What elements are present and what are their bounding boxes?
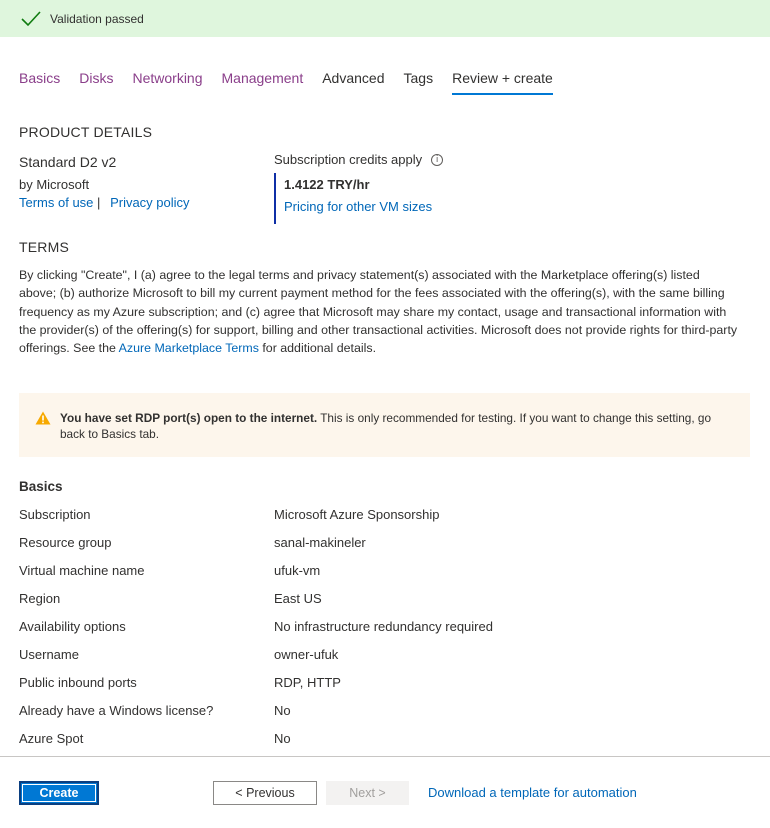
tab-tags[interactable]: Tags (403, 70, 434, 86)
product-publisher: by Microsoft (19, 177, 90, 192)
row-value: ufuk-vm (274, 563, 321, 578)
download-template-link[interactable]: Download a template for automation (428, 785, 637, 800)
marketplace-terms-link[interactable]: Azure Marketplace Terms (118, 341, 259, 356)
warning-text: This is only recommended for testing. If you want to change this setting, go back to Basics tab. (60, 411, 712, 441)
row-value: owner-ufuk (274, 647, 339, 662)
row-key: Azure Spot (19, 731, 84, 746)
terms-text (19, 266, 739, 357)
info-icon[interactable]: i (431, 154, 443, 166)
terms-heading: TERMS (19, 239, 69, 255)
tab-bar (19, 70, 553, 95)
terms-of-use-link[interactable]: Terms of use (19, 195, 94, 210)
row-value: sanal-makineler (274, 535, 366, 550)
row-value: No (274, 731, 291, 746)
summary-row (19, 504, 750, 532)
summary-row (19, 532, 750, 560)
checkmark-icon (20, 8, 42, 30)
row-key: Resource group (19, 535, 112, 550)
validation-banner (0, 0, 770, 37)
credits-label: Subscription credits apply (274, 152, 423, 167)
row-key: Public inbound ports (19, 675, 137, 690)
summary-row (19, 560, 750, 588)
row-key: Subscription (19, 507, 91, 522)
tab-disks[interactable]: Disks (79, 70, 114, 86)
footer-divider (0, 756, 770, 757)
pricing-other-sizes-link[interactable]: Pricing for other VM sizes (284, 199, 433, 214)
price-value: 1.4122 TRY/hr (284, 177, 370, 192)
row-key: Username (19, 647, 79, 662)
create-button[interactable]: Create (19, 781, 99, 805)
summary-row (19, 672, 750, 700)
tab-networking[interactable]: Networking (132, 70, 203, 86)
product-details-heading: PRODUCT DETAILS (19, 124, 153, 140)
rdp-warning (19, 393, 750, 457)
terms-body-end: for additional details. (258, 341, 377, 356)
price-box (274, 173, 444, 224)
validation-text: Validation passed (50, 11, 144, 26)
tab-basics[interactable]: Basics (19, 70, 61, 86)
row-key: Availability options (19, 619, 126, 634)
previous-button[interactable]: < Previous (213, 781, 317, 805)
summary-row (19, 588, 750, 616)
tab-review-create[interactable]: Review + create (452, 70, 553, 95)
row-key: Already have a Windows license? (19, 703, 214, 718)
next-button[interactable]: Next > (326, 781, 409, 805)
product-name: Standard D2 v2 (19, 154, 117, 170)
pricing-info (274, 152, 443, 167)
product-links (19, 194, 190, 216)
privacy-policy-link[interactable]: Privacy policy (110, 195, 190, 210)
row-key: Region (19, 591, 61, 606)
link-separator: | (97, 195, 101, 210)
row-value: No infrastructure redundancy required (274, 619, 493, 634)
summary-row (19, 616, 750, 644)
tab-management[interactable]: Management (221, 70, 304, 86)
warning-icon (35, 411, 51, 425)
basics-heading: Basics (19, 479, 63, 494)
summary-row (19, 700, 750, 728)
row-value: Microsoft Azure Sponsorship (274, 507, 440, 522)
tab-advanced[interactable]: Advanced (322, 70, 385, 86)
basics-summary (19, 504, 750, 756)
row-key: Virtual machine name (19, 563, 145, 578)
terms-body: By clicking "Create", I (a) agree to the legal terms and privacy statement(s) associated with the Marketplace offering(s) listed above; (b) authorize Microsoft to bill my current payment method for the fees associated with the offering(s), with the same billing frequency as my Azure subscription; and (c) agree that Microsoft may share my contact, usage and transactional information with the provider(s) of the offering(s) for support, billing and other transactional activities. Microsoft does not provide rights for third-party offerings. See the (19, 268, 738, 356)
row-value: No (274, 703, 291, 718)
row-value: RDP, HTTP (274, 675, 341, 690)
product-info (19, 153, 190, 216)
warning-bold: You have set RDP port(s) open to the internet. (60, 411, 318, 425)
row-value: East US (274, 591, 322, 606)
summary-row (19, 728, 750, 756)
summary-row (19, 644, 750, 672)
